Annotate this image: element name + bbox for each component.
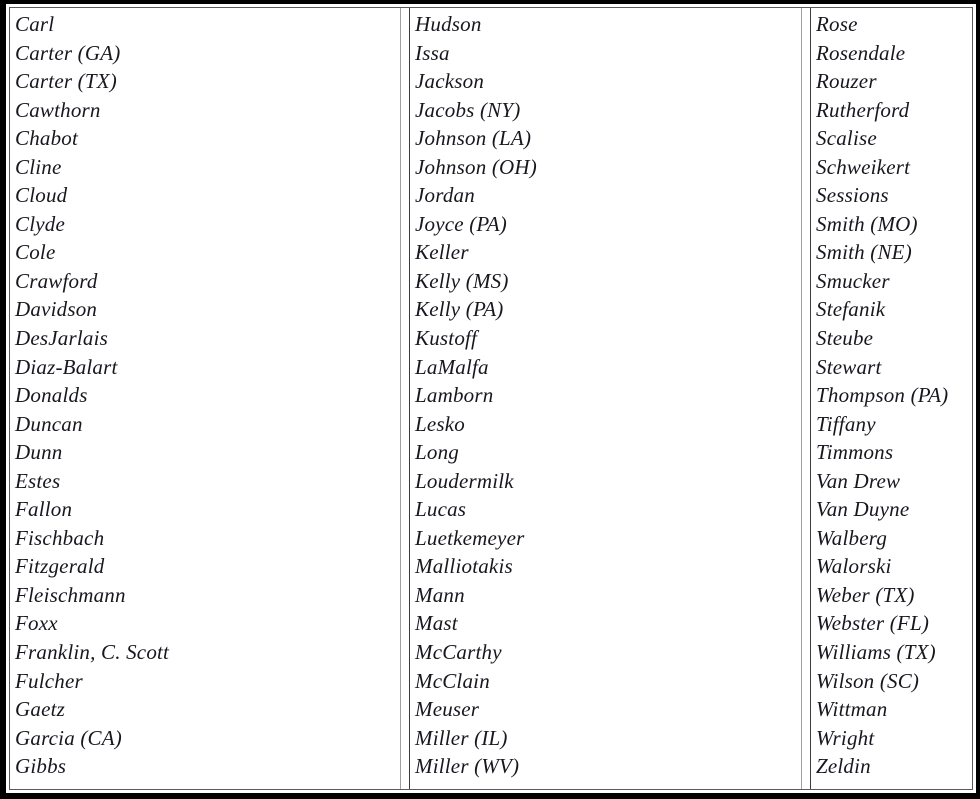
list-item: Gaetz [15, 697, 65, 722]
list-item: Kelly (MS) [415, 268, 509, 293]
list-item: Clyde [15, 211, 65, 236]
list-item: Johnson (OH) [415, 154, 537, 179]
list-item: Davidson [15, 297, 98, 322]
list-item: Chabot [15, 126, 79, 151]
list-item: Keller [415, 240, 469, 265]
list-item: Fulcher [15, 668, 83, 693]
list-item: Donalds [15, 383, 88, 408]
list-item: Lesko [415, 411, 465, 436]
list-item: Williams (TX) [816, 640, 936, 665]
list-item: Diaz-Balart [15, 354, 118, 379]
list-item: Van Drew [816, 468, 901, 493]
list-item: Garcia (CA) [15, 725, 122, 750]
list-item: Steube [816, 326, 874, 351]
list-item: McClain [415, 668, 490, 693]
list-item: Fitzgerald [15, 554, 105, 579]
list-item: Kelly (PA) [415, 297, 504, 322]
list-item: Scalise [816, 126, 877, 151]
list-item: Cloud [15, 183, 68, 208]
list-item: Johnson (LA) [415, 126, 532, 151]
list-item: Joyce (PA) [415, 211, 507, 236]
list-item: Webster (FL) [816, 611, 930, 636]
list-item: Mann [415, 582, 465, 607]
list-item: Fischbach [15, 525, 105, 550]
list-item: Kustoff [415, 326, 478, 351]
list-item: Wittman [816, 697, 888, 722]
list-item: Jackson [415, 69, 485, 94]
list-item: Gibbs [15, 754, 67, 779]
list-item: Carter (TX) [15, 69, 117, 94]
list-item: Luetkemeyer [415, 525, 525, 550]
list-item: Lamborn [415, 383, 494, 408]
list-item: Van Duyne [816, 497, 910, 522]
column-divider [801, 8, 811, 789]
list-item: Rosendale [816, 40, 906, 65]
list-item: Sessions [816, 183, 889, 208]
list-item: Weber (TX) [816, 582, 915, 607]
list-item: Walorski [816, 554, 892, 579]
list-item: Long [415, 440, 459, 465]
list-item: Fallon [15, 497, 73, 522]
list-item: Estes [15, 468, 61, 493]
list-item: Stefanik [816, 297, 886, 322]
list-item: Loudermilk [415, 468, 514, 493]
names-column-3 [811, 8, 972, 789]
list-item: Rutherford [816, 97, 910, 122]
list-item: Cawthorn [15, 97, 101, 122]
list-item: Rose [816, 12, 858, 36]
list-item: Wilson (SC) [816, 668, 920, 693]
list-item: Thompson (PA) [816, 383, 949, 408]
list-item: Wright [816, 725, 875, 750]
list-item: LaMalfa [415, 354, 489, 379]
list-item: Franklin, C. Scott [15, 640, 170, 665]
list-item: Smith (MO) [816, 211, 918, 236]
names-column-2 [410, 8, 801, 789]
list-item: Smith (NE) [816, 240, 912, 265]
column-divider [400, 8, 410, 789]
list-item: Foxx [15, 611, 58, 636]
list-item: Stewart [816, 354, 882, 379]
list-item: Cole [15, 240, 56, 265]
list-item: Hudson [415, 12, 482, 36]
list-item: DesJarlais [15, 326, 108, 351]
list-item: Issa [415, 40, 450, 65]
list-item: Dunn [15, 440, 63, 465]
list-item: Smucker [816, 268, 890, 293]
list-item: Jordan [415, 183, 475, 208]
list-item: Duncan [15, 411, 83, 436]
list-item: Carter (GA) [15, 40, 121, 65]
list-item: Mast [415, 611, 458, 636]
list-item: Miller (IL) [415, 725, 508, 750]
list-item: Crawford [15, 268, 98, 293]
list-item: Schweikert [816, 154, 911, 179]
list-item: Cline [15, 154, 62, 179]
list-item: Rouzer [816, 69, 877, 94]
list-item: Lucas [415, 497, 467, 522]
list-item: Walberg [816, 525, 888, 550]
list-item: Timmons [816, 440, 894, 465]
list-item: Tiffany [816, 411, 876, 436]
list-item: Carl [15, 12, 55, 36]
names-column-1 [10, 8, 400, 789]
list-item: Meuser [415, 697, 480, 722]
list-item: Fleischmann [15, 582, 126, 607]
list-item: Malliotakis [415, 554, 513, 579]
list-area [9, 7, 973, 790]
list-item: Zeldin [816, 754, 871, 779]
list-item: Miller (WV) [415, 754, 520, 779]
list-item: McCarthy [415, 640, 502, 665]
list-item: Jacobs (NY) [415, 97, 521, 122]
